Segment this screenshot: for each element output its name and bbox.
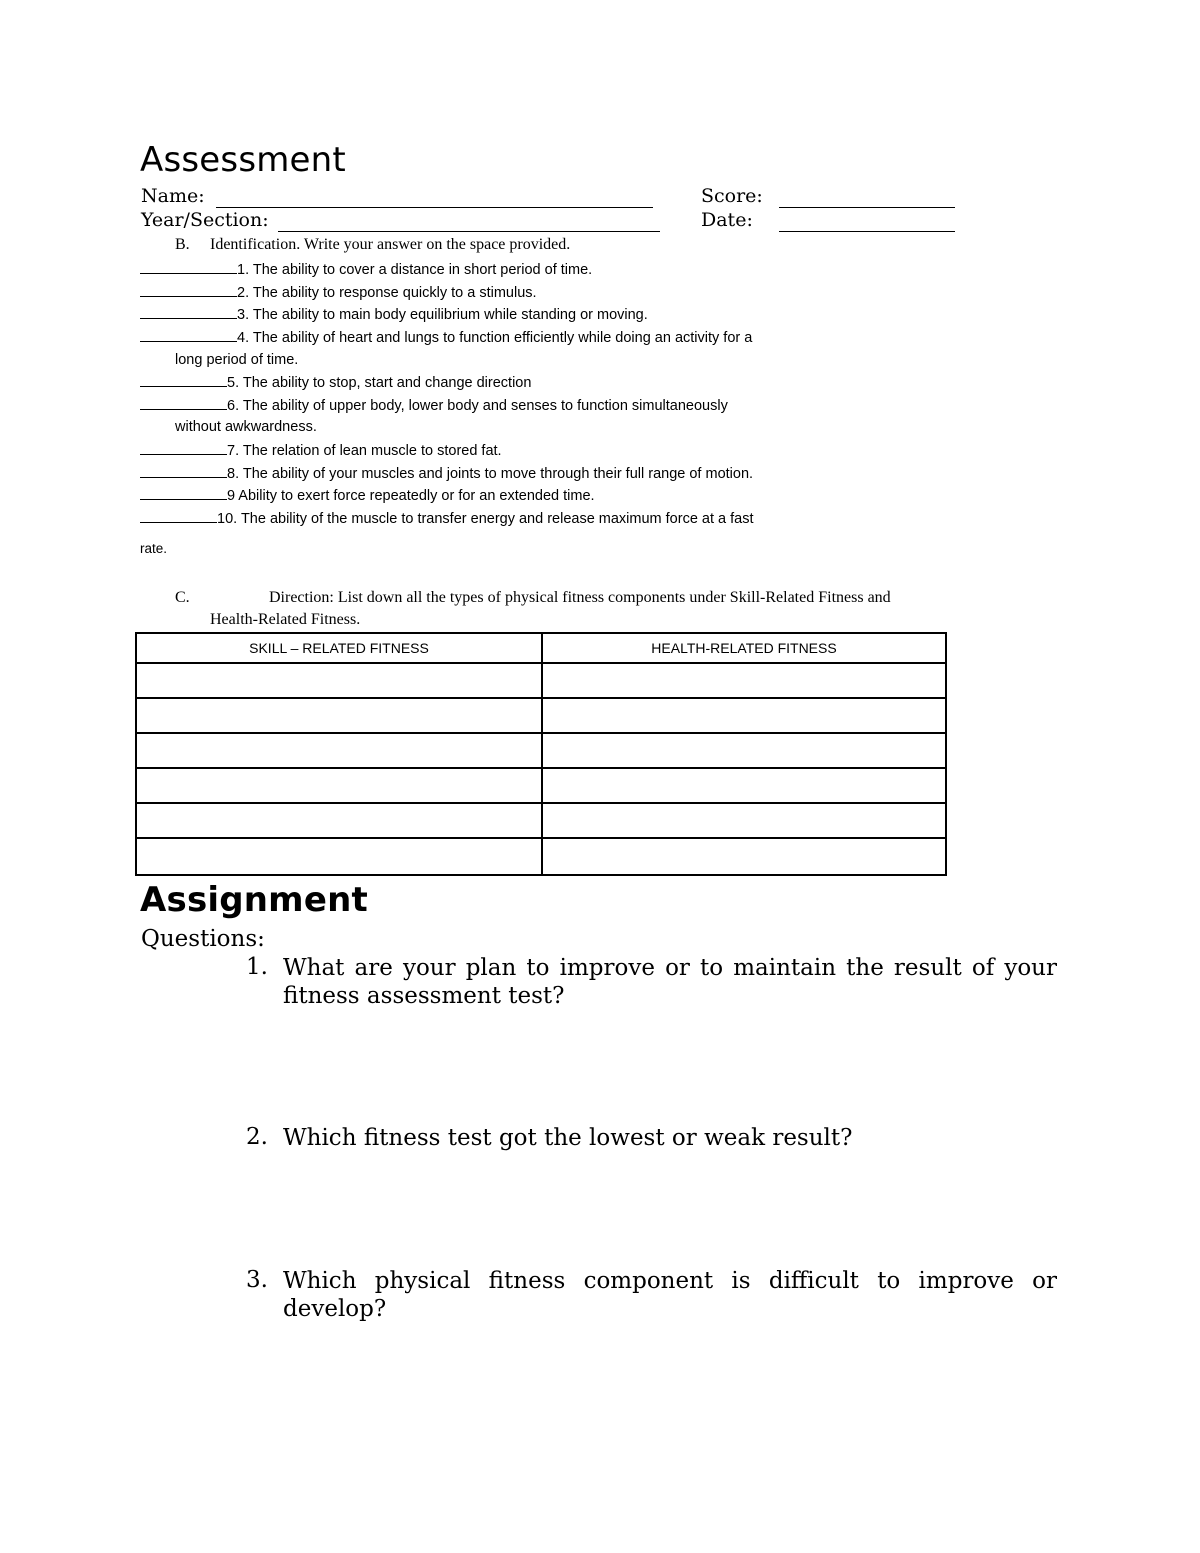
score-field[interactable] (779, 207, 955, 208)
table-cell[interactable] (542, 733, 946, 768)
question-number: 2. (246, 1124, 268, 1150)
table-row (136, 803, 946, 838)
table-cell[interactable] (542, 663, 946, 698)
answer-blank[interactable] (140, 465, 227, 478)
list-item-continuation: rate. (140, 541, 168, 556)
name-field[interactable] (216, 207, 653, 208)
assignment-title: Assignment (140, 880, 368, 920)
answer-blank[interactable] (140, 510, 217, 523)
table-row (136, 838, 946, 875)
question-text: Which fitness test got the lowest or weak result? (283, 1125, 853, 1151)
table-row (136, 698, 946, 733)
answer-blank[interactable] (140, 284, 237, 297)
list-item: 2. The ability to response quickly to a stimulus. (140, 284, 537, 301)
answer-blank[interactable] (140, 306, 237, 319)
table-cell[interactable] (136, 768, 542, 803)
question-number: 3. (246, 1267, 268, 1293)
list-item-continuation: without awkwardness. (175, 419, 317, 435)
section-label: Year/Section: (141, 209, 269, 231)
date-label: Date: (701, 209, 753, 231)
table-cell[interactable] (542, 698, 946, 733)
list-item: 8. The ability of your muscles and joints to move through their full range of motion. (140, 465, 753, 482)
question-number: 1. (246, 954, 268, 980)
list-item: 1. The ability to cover a distance in short period of time. (140, 261, 592, 278)
table-row (136, 663, 946, 698)
question-text-continuation: develop? (283, 1296, 387, 1322)
list-item: 3. The ability to main body equilibrium while standing or moving. (140, 306, 648, 323)
question-text: What are your plan to improve or to maintain the result of your (283, 955, 1057, 981)
list-item: 4. The ability of heart and lungs to function efficiently while doing an activity for a (140, 329, 752, 346)
part-b-instruction: Identification. Write your answer on the space provided. (210, 236, 571, 253)
part-b-letter: B. (175, 236, 190, 253)
table-cell[interactable] (542, 838, 946, 875)
answer-blank[interactable] (140, 397, 227, 410)
section-field[interactable] (278, 231, 660, 232)
fitness-components-table (135, 632, 947, 876)
table-cell[interactable] (542, 803, 946, 838)
table-cell[interactable] (136, 733, 542, 768)
table-header-row (136, 633, 946, 663)
answer-blank[interactable] (140, 442, 227, 455)
name-label: Name: (141, 185, 205, 207)
answer-blank[interactable] (140, 261, 237, 274)
part-c-instruction-line1: Direction: List down all the types of physical fitness components under Skill-Related Fitness and (269, 589, 891, 606)
part-c-instruction-line2: Health-Related Fitness. (210, 611, 361, 628)
part-c-letter: C. (175, 589, 190, 606)
table-cell[interactable] (136, 838, 542, 875)
date-field[interactable] (779, 231, 955, 232)
questions-label: Questions: (141, 926, 265, 952)
list-item: 10. The ability of the muscle to transfer energy and release maximum force at a fast (140, 510, 754, 527)
table-row (136, 768, 946, 803)
answer-blank[interactable] (140, 329, 237, 342)
table-cell[interactable] (136, 663, 542, 698)
answer-blank[interactable] (140, 374, 227, 387)
list-item: 5. The ability to stop, start and change direction (140, 374, 531, 391)
question-text: Which physical fitness component is difficult to improve or (283, 1268, 1057, 1294)
table-cell[interactable] (136, 698, 542, 733)
list-item: 6. The ability of upper body, lower body and senses to function simultaneously (140, 397, 728, 414)
table-row (136, 733, 946, 768)
list-item: 7. The relation of lean muscle to stored fat. (140, 442, 502, 459)
answer-blank[interactable] (140, 487, 227, 500)
table-cell[interactable] (136, 803, 542, 838)
assessment-title: Assessment (140, 140, 346, 180)
list-item-continuation: long period of time. (175, 352, 299, 368)
score-label: Score: (701, 185, 763, 207)
column-header-health: HEALTH-RELATED FITNESS (542, 633, 946, 663)
list-item: 9 Ability to exert force repeatedly or for an extended time. (140, 487, 595, 504)
column-header-skill: SKILL – RELATED FITNESS (136, 633, 542, 663)
question-text-continuation: fitness assessment test? (283, 983, 565, 1009)
table-cell[interactable] (542, 768, 946, 803)
